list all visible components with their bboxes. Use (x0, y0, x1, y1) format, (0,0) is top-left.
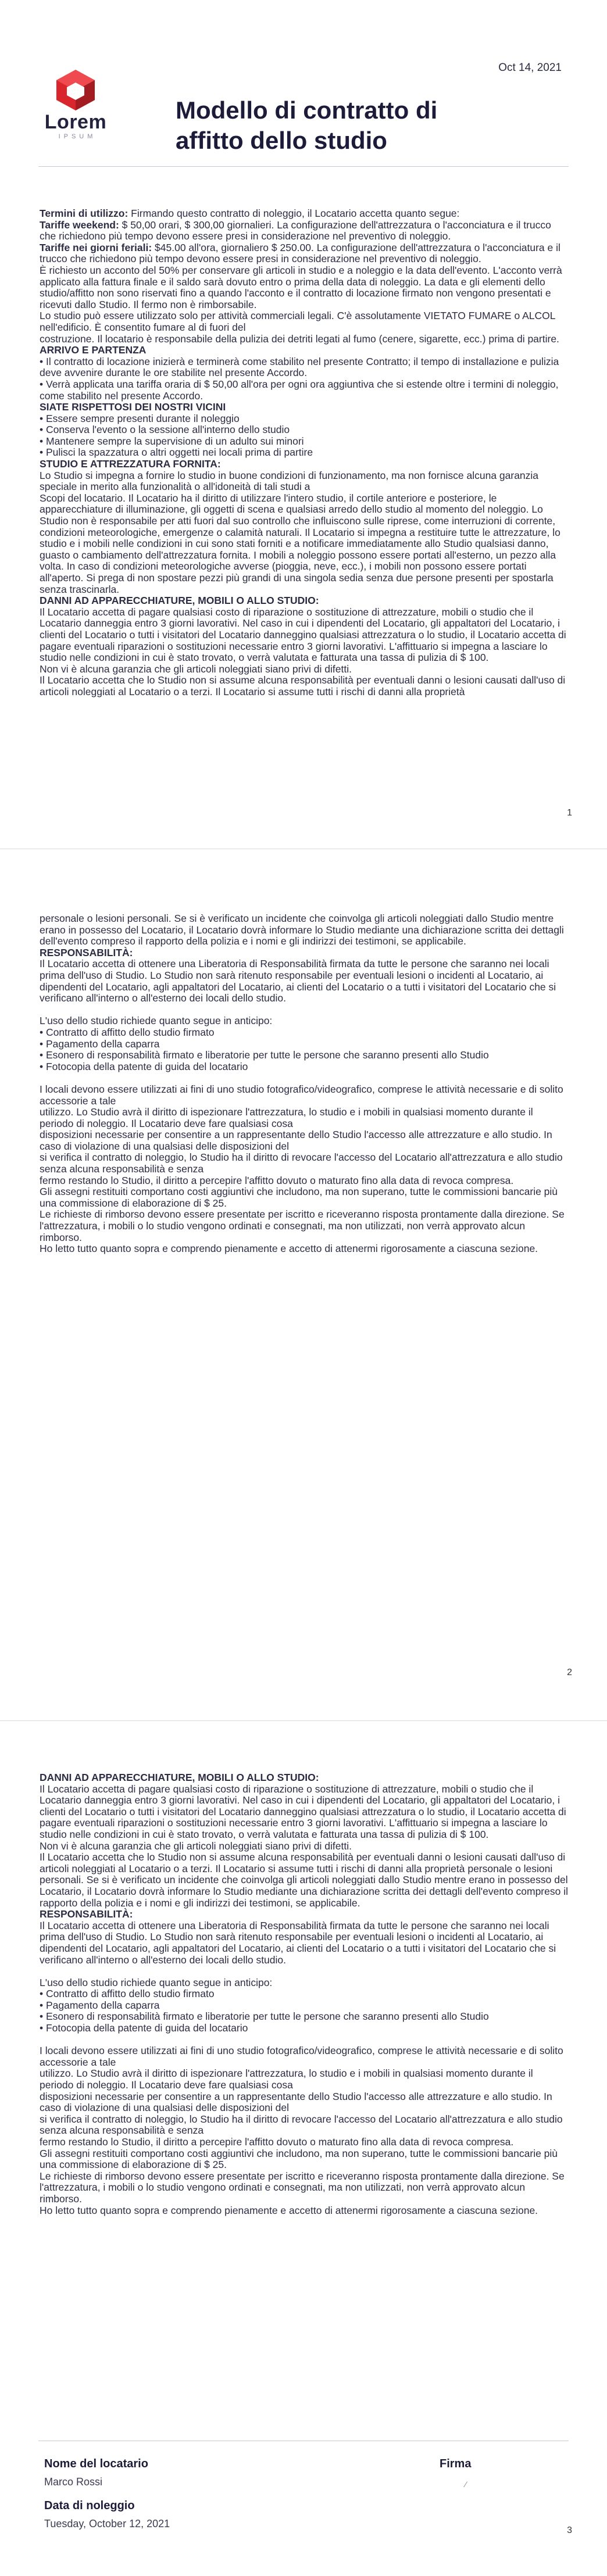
damage-heading: DANNI AD APPARECCHIATURE, MOBILI O ALLO STUDIO: (40, 595, 319, 607)
logo-word: Lorem (44, 111, 107, 133)
page-number: 2 (567, 1668, 572, 1677)
refund-paragraph: Gli assegni restituiti comportano costi aggiuntivi che includono, ma non superano, tutte le commissioni bancarie più una commissione di elaborazione di $ 25. (40, 2147, 558, 2171)
damage-paragraph: Il Locatario accetta di pagare qualsiasi costo di riparazione o sostituzione di attrezzature, mobili o studio che il Locatario danneggia entro 3 giorni lavorativi. Nel caso in cui i dipendenti del Locatario, gli appaltatori del Locatario, i clienti del Locatario o tutti i visitatori del Locatario danneggino qualsiasi attrezzatura o lo studio, il Locatario accetta di pagare eventuali riparazioni o sostituzioni necessarie entro 3 giorni lavorativi. L'affittuario si impegna a lasciare lo studio nelle condizioni in cui è stato trovato, o verrà valutata e fatturata una tassa di pulizia di $ 100. (40, 1783, 566, 1840)
page-number: 1 (567, 808, 572, 818)
refund-paragraph: Le richieste di rimborso devono essere presentate per iscritto e riceveranno risposta prontamente dalla direzione. Se l'attrezzatura, i mobili o lo studio vengono ordinati e consegnati, ma non utilizzati, non verrà approvato alcun rimborso. (40, 1208, 565, 1243)
warranty-paragraph: Non vi è alcuna garanzia che gli articoli noleggiati siano privi di difetti. (40, 663, 352, 675)
spacer (40, 1072, 569, 1084)
neighbors-item: • Essere sempre presenti durante il noleggio (40, 412, 240, 424)
premises-line: utilizzo. Lo Studio avrà il diritto di ispezionare l'attrezzatura, lo studio e i mobili in qualsiasi momento durante il periodo di noleggio. Il Locatario deve fare qualsiasi cosa (40, 1106, 533, 1129)
requirements-item: • Pagamento della caparra (40, 1999, 160, 2011)
neighbors-item: • Mantenere sempre la supervisione di un adulto sui minori (40, 435, 304, 447)
refund-paragraph: Le richieste di rimborso devono essere presentate per iscritto e riceveranno risposta prontamente dalla direzione. Se l'attrezzatura, i mobili o lo studio vengono ordinati e consegnati, ma non utilizzati, non verrà approvato alcun rimborso. (40, 2170, 565, 2205)
signature-mark-icon: ⁄ (465, 2480, 467, 2489)
liability-paragraph: Il Locatario accetta che lo Studio non si assume alcuna responsabilità per eventuali danni o lesioni causati dall'uso di articoli noleggiati al Locatario o a terzi. Il Locatario si assume tutti i rischi di danni alla proprietà personale o lesioni personali. Se si è verificato un incidente che coinvolga gli articoli noleggiati dallo Studio mentre erano in possesso del Locatario, il Locatario dovrà informare lo Studio mediante una dichiarazione scritta dei dettagli dell'evento compreso il rapporto della polizia e i nomi e gli indirizzi dei testimoni, se applicabile. (40, 1851, 568, 1909)
contract-body-page-1 (40, 208, 569, 698)
terms-label: Termini di utilizzo: (40, 207, 128, 219)
requirements-item: • Fotocopia della patente di guida del locatario (40, 2022, 248, 2034)
premises-line: disposizioni necessarie per consentire a un rappresentante dello Studio l'accesso alle attrezzature e allo studio. In caso di violazione di una qualsiasi delle disposizioni del (40, 2090, 552, 2114)
warranty-paragraph: Non vi è alcuna garanzia che gli articoli noleggiati siano privi di difetti. (40, 1840, 352, 1852)
spacer (40, 1004, 569, 1016)
page-1 (0, 0, 607, 849)
damage-heading: DANNI AD APPARECCHIATURE, MOBILI O ALLO STUDIO: (40, 1772, 319, 1783)
usage-paragraph: Lo studio può essere utilizzato solo per attività commerciali legali. C'è assolutamente VIETATO FUMARE o ALCOL nell'edificio. È consentito fumare al di fuori del (40, 310, 555, 333)
company-logo (38, 69, 113, 141)
premises-line: si verifica il contratto di noleggio, lo Studio ha il diritto di revocare l'accesso del Locatario all'attrezzatura e allo studio senza alcuna responsabilità e senza (40, 1151, 563, 1175)
weekend-rates-paragraph (40, 220, 569, 242)
closing-statement: Ho letto tutto quanto sopra e comprendo pienamente e accetto di attenermi rigorosamente a ciascuna sezione. (40, 2204, 538, 2216)
weekday-label: Tariffe nei giorni feriali: (40, 241, 152, 253)
weekend-label: Tariffe weekend: (40, 219, 119, 231)
equipment-paragraph: Lo Studio si impegna a fornire lo studio in buone condizioni di funzionamento, ma non fornisce alcuna garanzia speciale in merito alla funzionalità o all'idoneità di tali studi a (40, 469, 539, 493)
contract-body-page-2 (40, 913, 569, 1255)
header-divider (38, 166, 569, 167)
spacer (40, 2034, 569, 2046)
signature-label: Firma (440, 2457, 472, 2470)
arrival-item: • Il contratto di locazione inizierà e terminerà come stabilito nel presente Contratto; il tempo di installazione e pulizia deve avvenire durante le ore stabilite nel presente Accordo. (40, 355, 559, 379)
requirements-item: • Contratto di affitto dello studio firmato (40, 1026, 215, 1038)
premises-line: disposizioni necessarie per consentire a un rappresentante dello Studio l'accesso alle attrezzature e allo studio. In caso di violazione di una qualsiasi delle disposizioni del (40, 1129, 552, 1152)
requirements-item: • Pagamento della caparra (40, 1037, 160, 1050)
requirements-intro: L'uso dello studio richiede quanto segue in anticipo: (40, 1976, 273, 1988)
closing-statement: Ho letto tutto quanto sopra e comprendo pienamente e accetto di attenermi rigorosamente a ciascuna sezione. (40, 1243, 538, 1255)
scope-paragraph: Scopi del locatario. Il Locatario ha il diritto di utilizzare l'intero studio, il cortile anteriore e posteriore, le apparecchiature di illuminazione, gli oggetti di scena e qualsiasi arredo dello studio al momento del noleggio. Lo Studio non è responsabile per atti fuori dal suo controllo che influiscono sulle riprese, come interruzioni di corrente, condizioni meteorologiche, emergenze o calamità naturali. Il Locatario si impegna a restituire tutte le attrezzature, lo studio e i mobili nelle condizioni in cui sono stati forniti e a notificare immediatamente allo Studio qualsiasi danno, guasto o cambiamento dell'attrezzatura fornita. I mobili a noleggio possono essere portati all'esterno, un pezzo alla volta. In caso di condizioni meteorologiche avverse (pioggia, neve, ecc.), i mobili non possono essere portati all'aperto. Si prega di non spostare pezzi più grandi di una singola sedia senza due persone presenti per spostarla senza trascinarla. (40, 492, 560, 595)
page-2 (0, 849, 607, 1720)
responsibility-heading: RESPONSABILITÀ: (40, 946, 133, 958)
injury-paragraph: personale o lesioni personali. Se si è verificato un incidente che coinvolga gli articoli noleggiati dallo Studio mentre erano in possesso del Locatario, il Locatario dovrà informare lo Studio mediante una dichiarazione scritta dei dettagli dell'evento compreso il rapporto della polizia e i nomi e gli indirizzi dei testimoni, se applicabile. (40, 913, 564, 947)
equipment-heading: STUDIO E ATTREZZATURA FORNITA: (40, 458, 221, 470)
logo-subtitle: IPSUM (58, 133, 97, 140)
signature-area (440, 2456, 567, 2489)
logo-icon (54, 69, 97, 112)
premises-line: fermo restando lo Studio, il diritto a percepire l'affitto dovuto o maturato fino alla data di revoca compresa. (40, 1174, 514, 1186)
responsibility-paragraph: Il Locatario accetta di ottenere una Liberatoria di Responsabilità firmata da tutte le persone che saranno nei locali prima dell'uso di Studio. Lo Studio non sarà ritenuto responsabile per eventuali lesioni o incidenti al Locatario, ai dipendenti del Locatario, agli appaltatori del Locatario, ai clienti del Locatario o a tutti i visitatori del Locatario che si verificano all'interno o all'esterno dei locali dello studio. (40, 958, 556, 1004)
requirements-item: • Contratto di affitto dello studio firmato (40, 1988, 215, 2000)
weekday-rates-paragraph (40, 242, 569, 265)
tenant-name-value: Marco Rossi (44, 2476, 103, 2488)
requirements-item: • Fotocopia della patente di guida del locatario (40, 1060, 248, 1072)
document-title: Modello di contratto di affitto dello studio (176, 96, 438, 154)
neighbors-item: • Conserva l'evento o la sessione all'interno dello studio (40, 424, 290, 436)
premises-line: utilizzo. Lo Studio avrà il diritto di ispezionare l'attrezzatura, lo studio e i mobili in qualsiasi momento durante il periodo di noleggio. Il Locatario deve fare qualsiasi cosa (40, 2067, 533, 2091)
deposit-paragraph: È richiesto un acconto del 50% per conservare gli articoli in studio e a noleggio e la data dell'evento. L'acconto verrà applicato alla fattura finale e il saldo sarà dovuto entro o prima della data di noleggio. La data e gli elementi dello studio/affitto non sono riservati fino a quando l'acconto e il contratto di locazione firmato non vengono presentati e ricevuti dallo Studio. Il fermo non è rimborsabile. (40, 264, 562, 310)
liability-paragraph: Il Locatario accetta che lo Studio non si assume alcuna responsabilità per eventuali danni o lesioni causati dall'uso di articoli noleggiati al Locatario o a terzi. Il Locatario si assume tutti i rischi di danni alla proprietà (40, 674, 566, 697)
arrival-heading: ARRIVO E PARTENZA (40, 344, 147, 356)
cleaning-paragraph: costruzione. Il locatario è responsabile della pulizia dei detriti legati al fumo (cenere, sigarette, ecc.) prima di partire. (40, 332, 559, 345)
requirements-item: • Esonero di responsabilità firmato e liberatorie per tutte le persone che saranno presenti allo Studio (40, 1049, 489, 1061)
terms-paragraph (40, 208, 569, 220)
requirements-item: • Esonero di responsabilità firmato e liberatorie per tutte le persone che saranno presenti allo Studio (40, 2010, 489, 2023)
arrival-item: • Verrà applicata una tariffa oraria di $ 50,00 all'ora per ogni ora aggiuntiva che si estende oltre i termini di noleggio, come stabilito nel presente Accordo. (40, 378, 559, 402)
spacer (40, 1966, 569, 1977)
weekday-text: $45.00 all'ora, giornaliero $ 250.00. La configurazione dell'attrezzatura o l'acconciatura e il trucco che richiedono più tempo devono essere presi in considerazione nel preventivo di noleggio. (40, 241, 560, 265)
terms-text: Firmando questo contratto di noleggio, il Locatario accetta quanto segue: (128, 207, 460, 219)
document-date: Oct 14, 2021 (498, 62, 562, 74)
premises-line: si verifica il contratto di noleggio, lo Studio ha il diritto di revocare l'accesso del Locatario all'attrezzatura e allo studio senza alcuna responsabilità e senza (40, 2113, 563, 2137)
responsibility-heading: RESPONSABILITÀ: (40, 1908, 133, 1920)
requirements-intro: L'uso dello studio richiede quanto segue in anticipo: (40, 1015, 273, 1027)
neighbors-item: • Pulisci la spazzatura o altri oggetti nei locali prima di partire (40, 446, 313, 459)
premises-line: I locali devono essere utilizzati ai fini di uno studio fotografico/videografico, comprese le attività necessarie e di solito accessorie a tale (40, 2045, 563, 2068)
rental-date-value: Tuesday, October 12, 2021 (44, 2518, 170, 2530)
tenant-details (44, 2456, 335, 2531)
rental-date-label: Data di noleggio (44, 2499, 135, 2512)
refund-paragraph: Gli assegni restituiti comportano costi aggiuntivi che includono, ma non superano, tutte le commissioni bancarie più una commissione di elaborazione di $ 25. (40, 1186, 558, 1209)
neighbors-heading: SIATE RISPETTOSI DEI NOSTRI VICINI (40, 401, 226, 413)
damage-paragraph: Il Locatario accetta di pagare qualsiasi costo di riparazione o sostituzione di attrezzature, mobili o studio che il Locatario danneggia entro 3 giorni lavorativi. Nel caso in cui i dipendenti del Locatario, gli appaltatori del Locatario, i clienti del Locatario o tutti i visitatori del Locatario danneggino qualsiasi attrezzatura o lo studio, il Locatario accetta di pagare eventuali riparazioni o sostituzioni necessarie entro 3 giorni lavorativi. L'affittuario si impegna a lasciare lo studio nelle condizioni in cui è stato trovato, o verrà valutata e fatturata una tassa di pulizia di $ 100. (40, 606, 566, 664)
page-number: 3 (567, 2525, 572, 2535)
page-3 (0, 1720, 607, 2576)
tenant-name-label: Nome del locatario (44, 2457, 148, 2470)
contract-body-page-3 (40, 1772, 569, 2216)
premises-line: I locali devono essere utilizzati ai fini di uno studio fotografico/videografico, comprese le attività necessarie e di solito accessorie a tale (40, 1083, 563, 1107)
premises-line: fermo restando lo Studio, il diritto a percepire l'affitto dovuto o maturato fino alla data di revoca compresa. (40, 2136, 514, 2148)
weekend-text: $ 50,00 orari, $ 300,00 giornalieri. La configurazione dell'attrezzatura o l'acconciatura e il trucco che richiedono più tempo devono essere presi in considerazione nel preventivo di noleggio. (40, 219, 551, 242)
responsibility-paragraph: Il Locatario accetta di ottenere una Liberatoria di Responsabilità firmata da tutte le persone che saranno nei locali prima dell'uso di Studio. Lo Studio non sarà ritenuto responsabile per eventuali lesioni o incidenti al Locatario, ai dipendenti del Locatario, agli appaltatori del Locatario, ai clienti del Locatario o a tutti i visitatori del Locatario che si verificano all'interno o all'esterno dei locali dello studio. (40, 1919, 556, 1966)
